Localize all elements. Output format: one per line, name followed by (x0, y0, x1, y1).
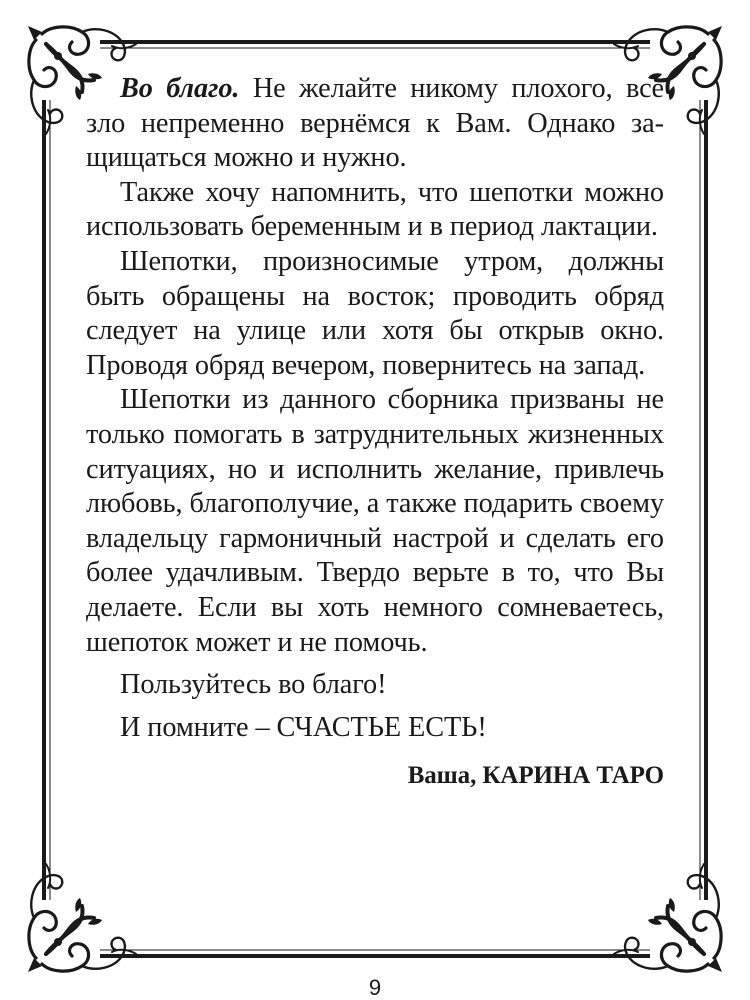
paragraph-2: Также хочу напомнить, что шепотки можно использовать беременным и в период лактации. (86, 176, 664, 243)
paragraph-5: Пользуйтесь во благо! (120, 669, 387, 701)
signature: Ваша, КАРИНА ТАРО (407, 762, 664, 790)
page-body (86, 72, 664, 793)
paragraph-1 (86, 72, 664, 176)
paragraph-3: Шепотки, произносимые утром, должны быть обращены на восток; проводить обряд следует на улице или хотя бы открыв окно. Проводя обряд вечером, повернитесь на запад. (86, 245, 664, 381)
paragraph-6: И помните – СЧАСТЬЕ ЕСТЬ! (120, 711, 487, 743)
paragraph-4: Шепотки из данного сборника призваны не только помогать в затруднительных жизненных ситуациях, но и исполнить желание, привлечь любовь, благополучие, а также подарить своему владельцу гармоничный настрой и сделать его более удачливым. Твердо верьте в то, что Вы делаете. Если вы хоть немного сомневаетесь, шепоток может и не помочь. (86, 384, 664, 658)
paragraph-1-text: Не желайте никому плохого, всё зло непременно вернёмся к Вам. Однако защищаться можно и нужно. (86, 73, 664, 174)
lead-phrase: Во благо. (120, 73, 240, 104)
page-number: 9 (368, 975, 382, 1000)
